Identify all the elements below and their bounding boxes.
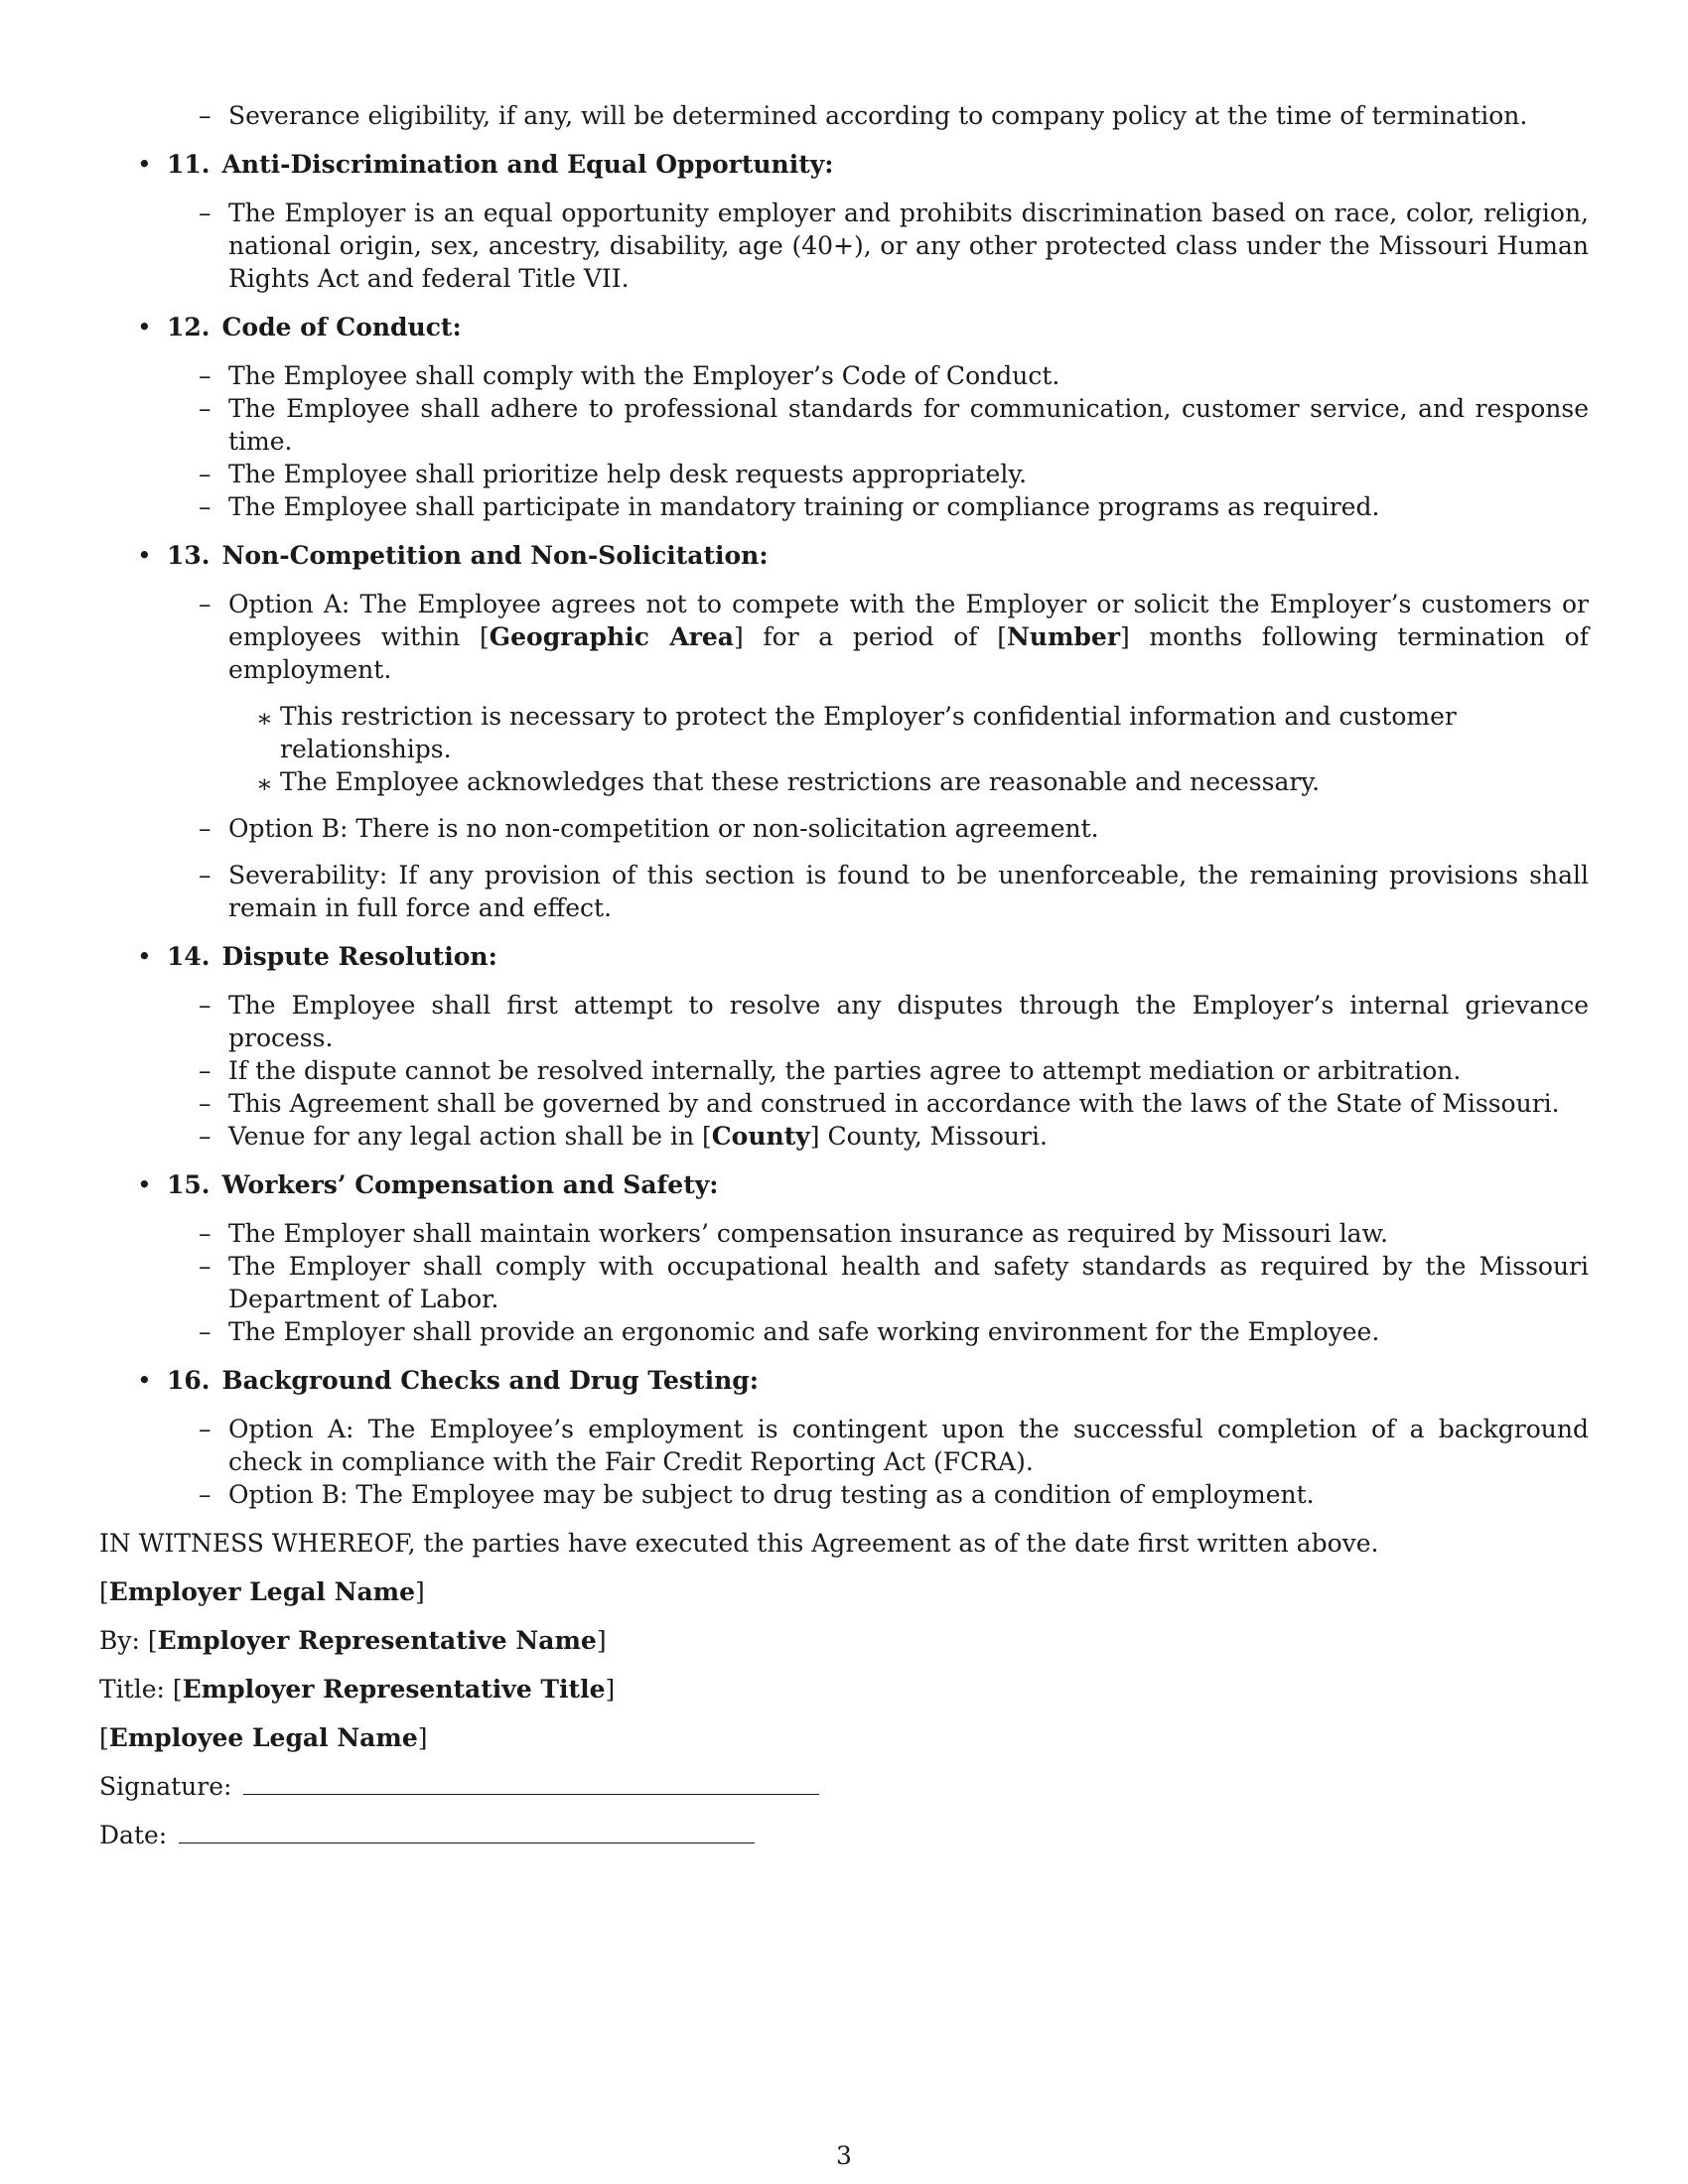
dash-marker: – (199, 1219, 211, 1248)
list-item: – The Employer shall comply with occupational health and safety standards as required by the Missouri Department of Labor. (199, 1252, 1589, 1313)
list-item: – Option B: The Employee may be subject to drug testing as a condition of employment. (199, 1480, 1315, 1509)
list-item: – The Employer is an equal opportunity employer and prohibits discrimination based on race, color, religion, national origin, sex, ancestry, disability, age (40+), or any other protected class under the Missouri Human Rights Act and federal Title VII. (199, 199, 1589, 293)
bullet-marker: • (137, 313, 152, 341)
dash-marker: – (199, 1252, 211, 1281)
dash-marker: – (199, 199, 211, 227)
list-item-venue: – Venue for any legal action shall be in [County] County, Missouri. (199, 1122, 1048, 1151)
page-number: 3 (836, 2141, 852, 2170)
section-heading-15: • 15. Workers’ Compensation and Safety: (137, 1170, 719, 1199)
date-blank[interactable] (179, 1821, 755, 1843)
signature-blank[interactable] (243, 1772, 819, 1795)
witness-clause: IN WITNESS WHEREOF, the parties have executed this Agreement as of the date first written above. (99, 1529, 1379, 1558)
signature-line: Signature: (99, 1770, 1589, 1803)
employer-name-line: [Employer Legal Name] (99, 1577, 425, 1606)
list-item: – The Employee shall first attempt to resolve any disputes through the Employer’s internal grievance process. (199, 991, 1589, 1052)
rep-title-placeholder: Employer Representative Title (182, 1675, 606, 1704)
list-item: – Severance eligibility, if any, will be determined according to company policy at the time of termination. (199, 101, 1528, 130)
dash-marker: – (199, 1480, 211, 1509)
list-item: – If the dispute cannot be resolved internally, the parties agree to attempt mediation or arbitration. (199, 1056, 1462, 1085)
dash-marker: – (199, 101, 211, 130)
dash-marker: – (199, 1317, 211, 1346)
dash-marker: – (199, 394, 211, 423)
dash-marker: – (199, 361, 211, 390)
asterisk-marker: ∗ (256, 704, 273, 733)
document-page (99, 99, 1589, 1851)
dash-marker: – (199, 814, 211, 843)
employee-name-line: [Employee Legal Name] (99, 1723, 428, 1752)
bullet-marker: • (137, 150, 152, 179)
list-item: – The Employee shall comply with the Employer’s Code of Conduct. (199, 361, 1060, 390)
dash-marker: – (199, 1415, 211, 1443)
county-placeholder: County (711, 1122, 810, 1151)
dash-marker: – (199, 1122, 211, 1151)
rep-name-placeholder: Employer Representative Name (157, 1626, 597, 1655)
list-item: – The Employee shall participate in mandatory training or compliance programs as required. (199, 492, 1380, 521)
bullet-marker: • (137, 1170, 152, 1199)
bullet-marker: • (137, 1366, 152, 1395)
dash-marker: – (199, 460, 211, 488)
list-item-option-b: – Option B: There is no non-competition or non-solicitation agreement. (199, 814, 1099, 843)
dash-marker: – (199, 492, 211, 521)
dash-marker: – (199, 1089, 211, 1118)
list-item: – This Agreement shall be governed by and construed in accordance with the laws of the State of Missouri. (199, 1089, 1560, 1118)
list-item: – The Employer shall maintain workers’ compensation insurance as required by Missouri law. (199, 1219, 1388, 1248)
by-line: By: [Employer Representative Name] (99, 1626, 607, 1655)
section-heading-16: • 16. Background Checks and Drug Testing: (137, 1366, 759, 1395)
sub-list-item: ∗ The Employee acknowledges that these restrictions are reasonable and necessary. (256, 767, 1321, 798)
section-heading-13: • 13. Non-Competition and Non-Solicitation: (137, 541, 769, 570)
section-heading-14: • 14. Dispute Resolution: (137, 942, 497, 971)
sub-list-item: ∗ This restriction is necessary to protect the Employer’s confidential information and customer relationships. (256, 702, 1457, 763)
list-item-option-a: – Option A: The Employee agrees not to compete with the Employer or solicit the Employer’s customers or employees within [Geographic Area] for a period of [Number] months following termination of employment. (199, 590, 1589, 684)
list-item: – The Employee shall adhere to professional standards for communication, customer service, and response time. (199, 394, 1589, 456)
dash-marker: – (199, 861, 211, 889)
bullet-marker: • (137, 541, 152, 570)
dash-marker: – (199, 991, 211, 1020)
dash-marker: – (199, 590, 211, 618)
dash-marker: – (199, 1056, 211, 1085)
employer-name-placeholder: Employer Legal Name (108, 1577, 416, 1606)
employee-name-placeholder: Employee Legal Name (108, 1723, 418, 1752)
section-heading-12: • 12. Code of Conduct: (137, 313, 462, 341)
bullet-marker: • (137, 942, 152, 971)
title-line: Title: [Employer Representative Title] (99, 1675, 616, 1704)
asterisk-marker: ∗ (256, 769, 273, 798)
date-line: Date: (99, 1819, 1589, 1851)
list-item: – The Employer shall provide an ergonomic and safe working environment for the Employee. (199, 1317, 1380, 1346)
list-item: – The Employee shall prioritize help desk requests appropriately. (199, 460, 1028, 488)
number-placeholder: Number (1006, 622, 1120, 651)
geographic-area-placeholder: Geographic Area (489, 622, 734, 651)
section-heading-11: • 11. Anti-Discrimination and Equal Opportunity: (137, 150, 834, 179)
list-item: – Option A: The Employee’s employment is contingent upon the successful completion of a background check in compliance with the Fair Credit Reporting Act (FCRA). (199, 1415, 1589, 1476)
list-item-severability: – Severability: If any provision of this section is found to be unenforceable, the remaining provisions shall remain in full force and effect. (199, 861, 1589, 922)
